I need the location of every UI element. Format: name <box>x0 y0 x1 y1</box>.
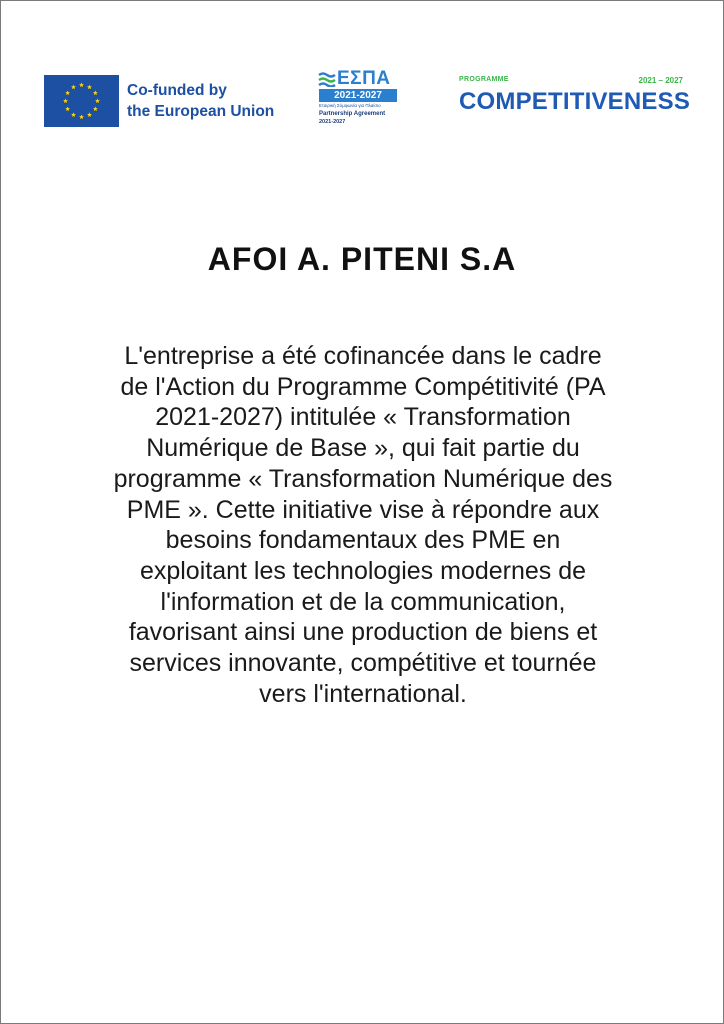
statement-line: favorisant ainsi une production de biens et <box>128 618 598 647</box>
statement-line: de l'Action du Programme Compétitivité (PA <box>120 372 606 401</box>
eu-line-2: the European Union <box>127 103 275 120</box>
statement-line: services innovante, compétitive et tournée <box>129 649 597 678</box>
eu-logo-text <box>127 80 274 122</box>
statement-line: Numérique de Base », qui fait partie du <box>146 434 580 463</box>
statement-line: PME ». Cette initiative vise à répondre aux <box>126 495 600 524</box>
comp-programme-label: PROGRAMME <box>459 76 509 83</box>
competitiveness-logo <box>459 76 691 120</box>
statement-line: L'entreprise a été cofinancée dans le cadre <box>124 342 602 370</box>
statement-line: exploitant les technologies modernes de <box>139 556 587 585</box>
espa-subtitle: Εταιρική Σύμφωνία για Πλαίσιο <box>319 103 381 108</box>
comp-title: COMPETITIVENESS <box>459 88 691 115</box>
espa-mark-icon <box>318 71 336 87</box>
espa-partnership: Partnership Agreement <box>319 111 386 117</box>
espa-logo <box>318 69 402 129</box>
comp-years: 2021 – 2027 <box>638 76 683 85</box>
espa-partnership-years: 2021-2027 <box>319 119 346 125</box>
espa-title: ΕΣΠΑ <box>337 68 391 89</box>
statement-line: besoins fondamentaux des PME en <box>165 526 561 555</box>
espa-years: 2021-2027 <box>319 89 397 102</box>
company-name: AFOI A. PITENI S.A <box>207 241 517 277</box>
statement-line: l'information et de la communication, <box>160 587 566 616</box>
statement-line: vers l'international. <box>259 679 467 708</box>
eu-cofunded-logo <box>44 75 274 127</box>
eu-flag-icon <box>44 75 119 127</box>
eu-line-1: Co-funded by <box>127 82 227 99</box>
statement-line: programme « Transformation Numérique des <box>113 464 613 493</box>
funding-statement <box>63 341 663 709</box>
statement-line: 2021-2027) intitulée « Transformation <box>155 403 571 432</box>
